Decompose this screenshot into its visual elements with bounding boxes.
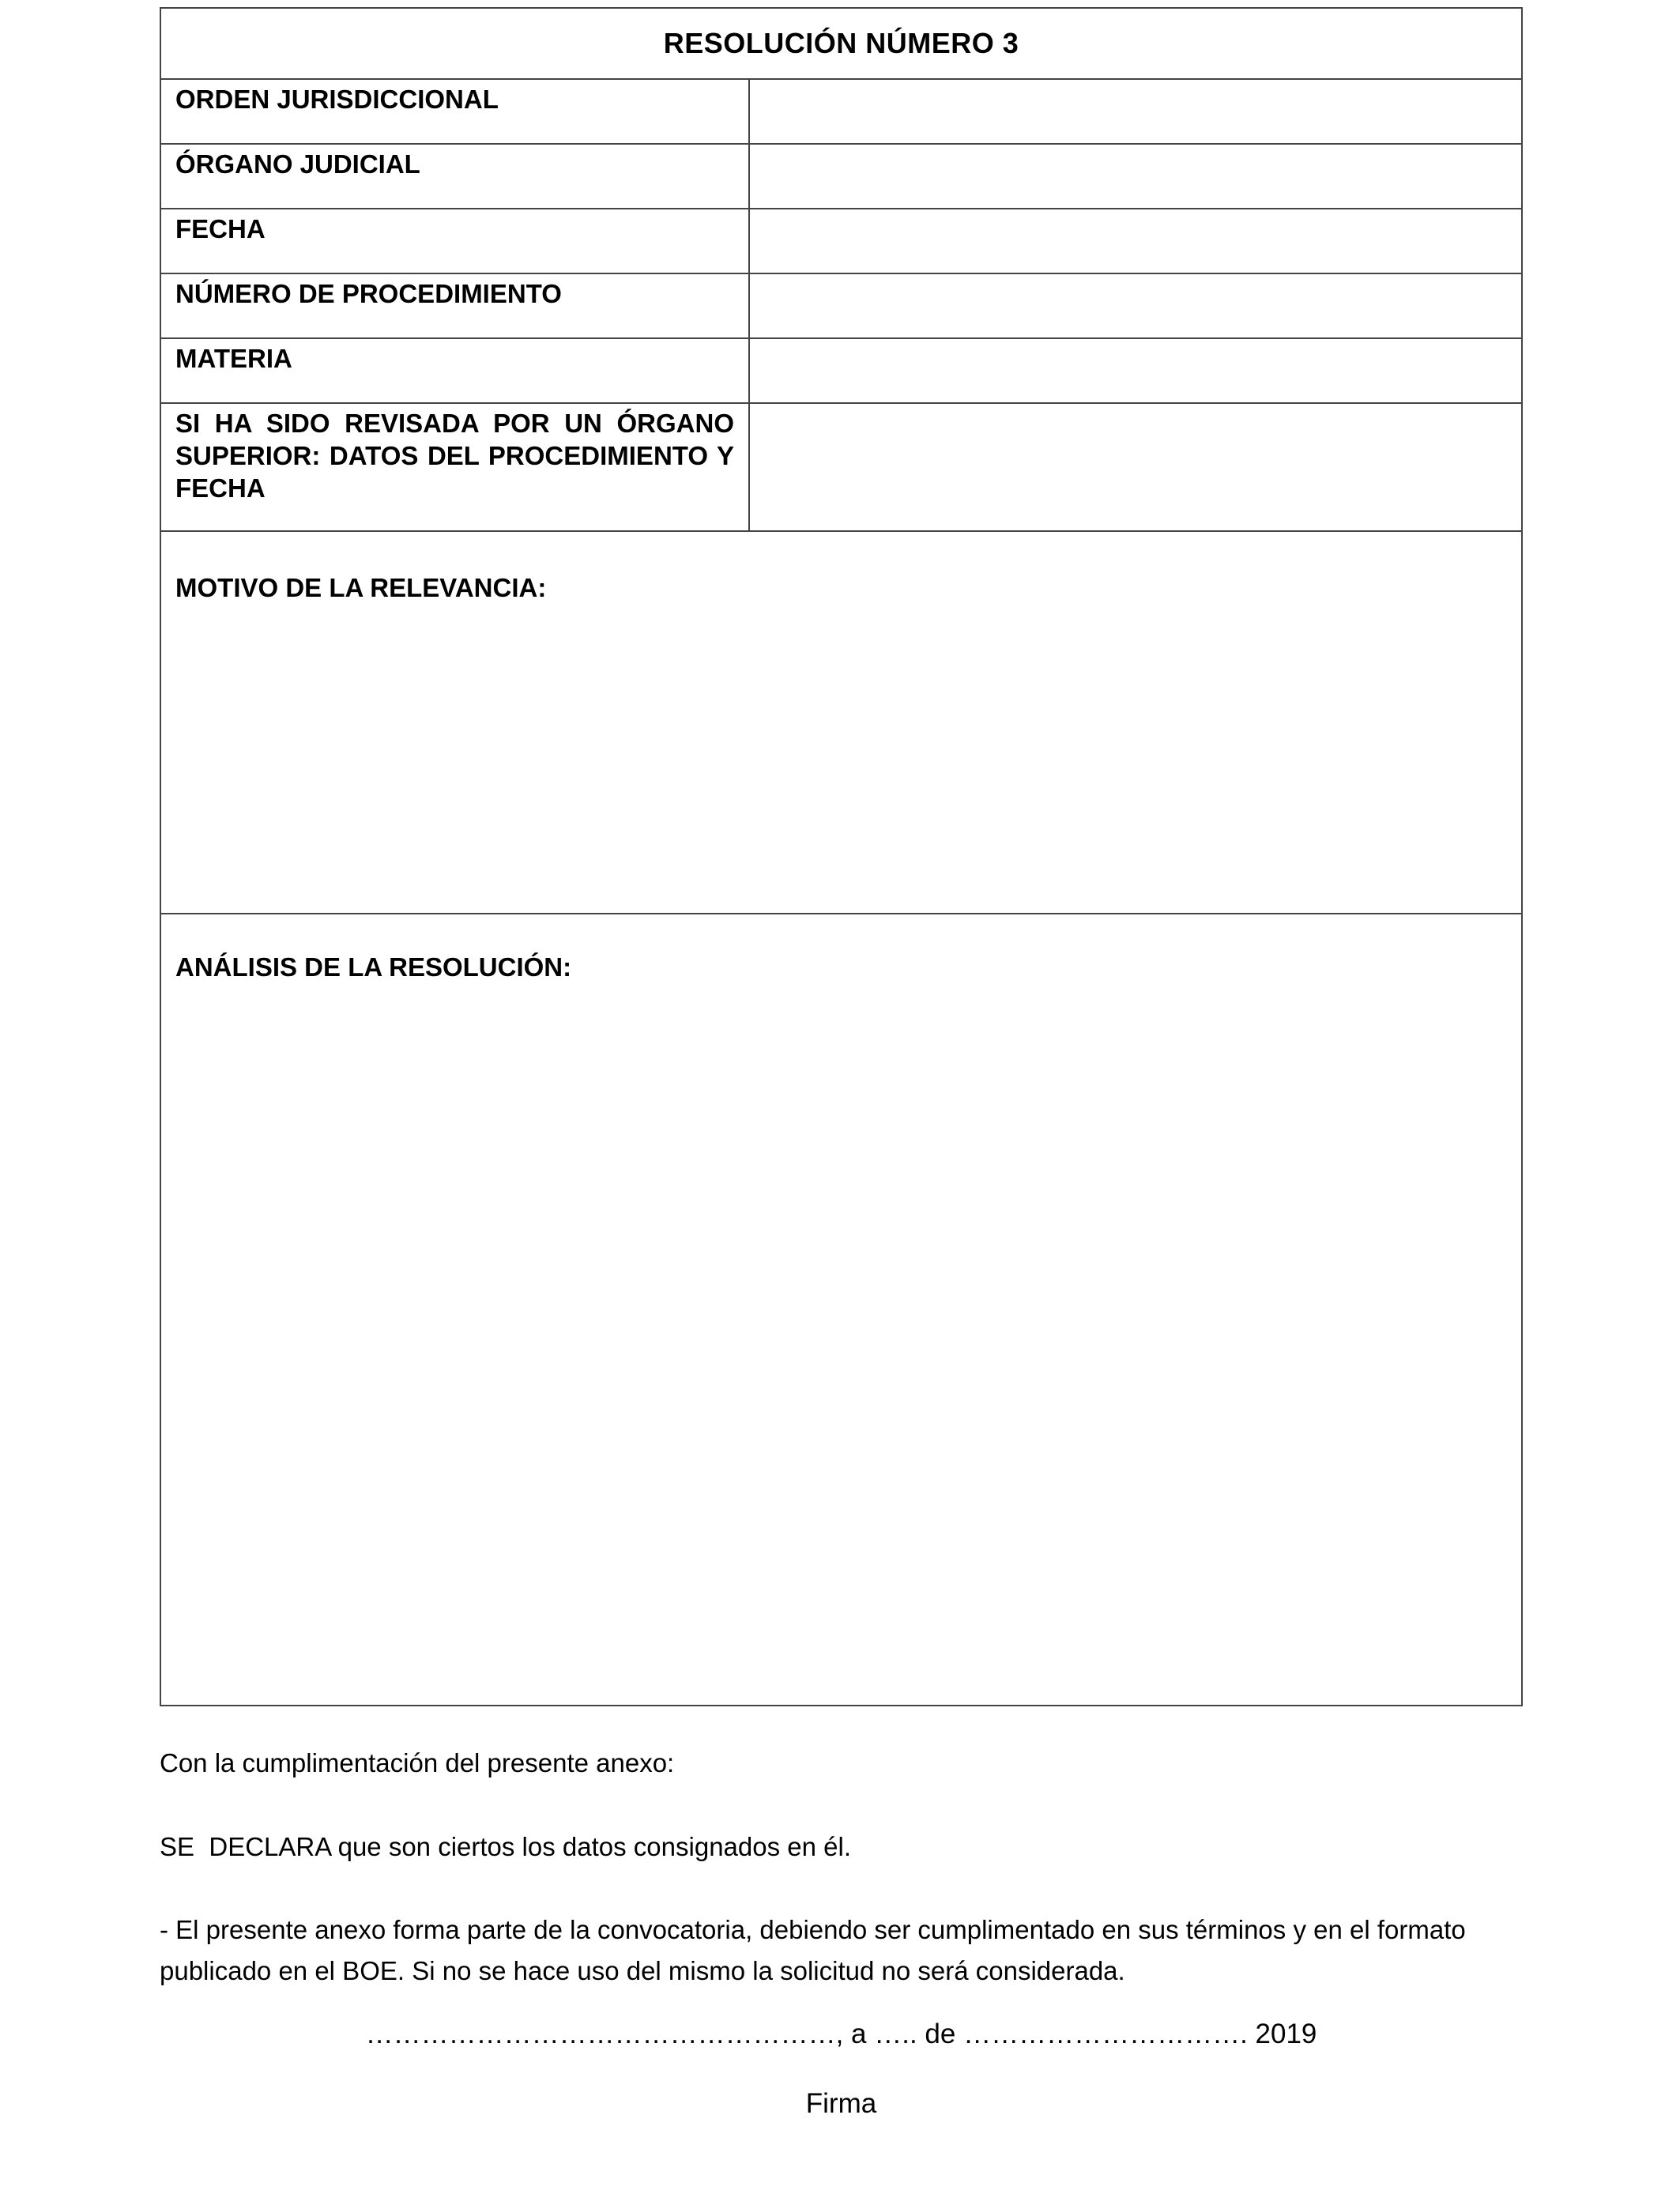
label-fecha: FECHA	[161, 209, 750, 273]
label-numero-procedimiento: NÚMERO DE PROCEDIMIENTO	[161, 274, 750, 337]
footer-intro: Con la cumplimentación del presente anexo:	[160, 1748, 675, 1777]
row-fecha	[161, 209, 1521, 274]
analysis-text-area[interactable]	[161, 993, 1521, 1705]
label-organo-judicial: ÓRGANO JUDICIAL	[161, 145, 750, 208]
resolution-form-table	[160, 7, 1523, 1706]
row-organo-judicial	[161, 145, 1521, 209]
input-organo-judicial[interactable]	[750, 145, 1521, 208]
input-revision-organo-superior[interactable]	[750, 404, 1521, 530]
row-orden-jurisdiccional	[161, 80, 1521, 145]
label-revision-organo-superior: SI HA SIDO REVISADA POR UN ÓRGANO SUPERIOR: DATOS DEL PROCEDIMIENTO Y FECHA	[161, 404, 750, 530]
footer-note: - El presente anexo forma parte de la convocatoria, debiendo ser cumplimentado en sus términos y en el formato publicado en el BOE. Si no se hace uso del mismo la solicitud no será considerada.	[160, 1915, 1466, 1985]
input-materia[interactable]	[750, 339, 1521, 402]
row-materia	[161, 339, 1521, 404]
label-orden-jurisdiccional: ORDEN JURISDICCIONAL	[161, 80, 750, 143]
row-revision-organo-superior	[161, 404, 1521, 532]
input-fecha[interactable]	[750, 209, 1521, 273]
input-orden-jurisdiccional[interactable]	[750, 80, 1521, 143]
signature-label: Firma	[805, 2088, 877, 2119]
relevance-text-area[interactable]	[161, 611, 1521, 913]
analysis-section	[161, 914, 1521, 1705]
relevance-section	[161, 532, 1521, 914]
label-materia: MATERIA	[161, 339, 750, 402]
footer-declaration: SE DECLARA que son ciertos los datos consignados en él.	[160, 1832, 851, 1861]
row-numero-procedimiento	[161, 274, 1521, 339]
analysis-label: ANÁLISIS DE LA RESOLUCIÓN:	[175, 952, 572, 982]
relevance-label: MOTIVO DE LA RELEVANCIA:	[175, 573, 547, 602]
form-title: RESOLUCIÓN NÚMERO 3	[161, 9, 1521, 80]
place-date-line: ……………………………………………, a ….. de …………………………. 2019	[365, 2019, 1317, 2049]
input-numero-procedimiento[interactable]	[750, 274, 1521, 337]
